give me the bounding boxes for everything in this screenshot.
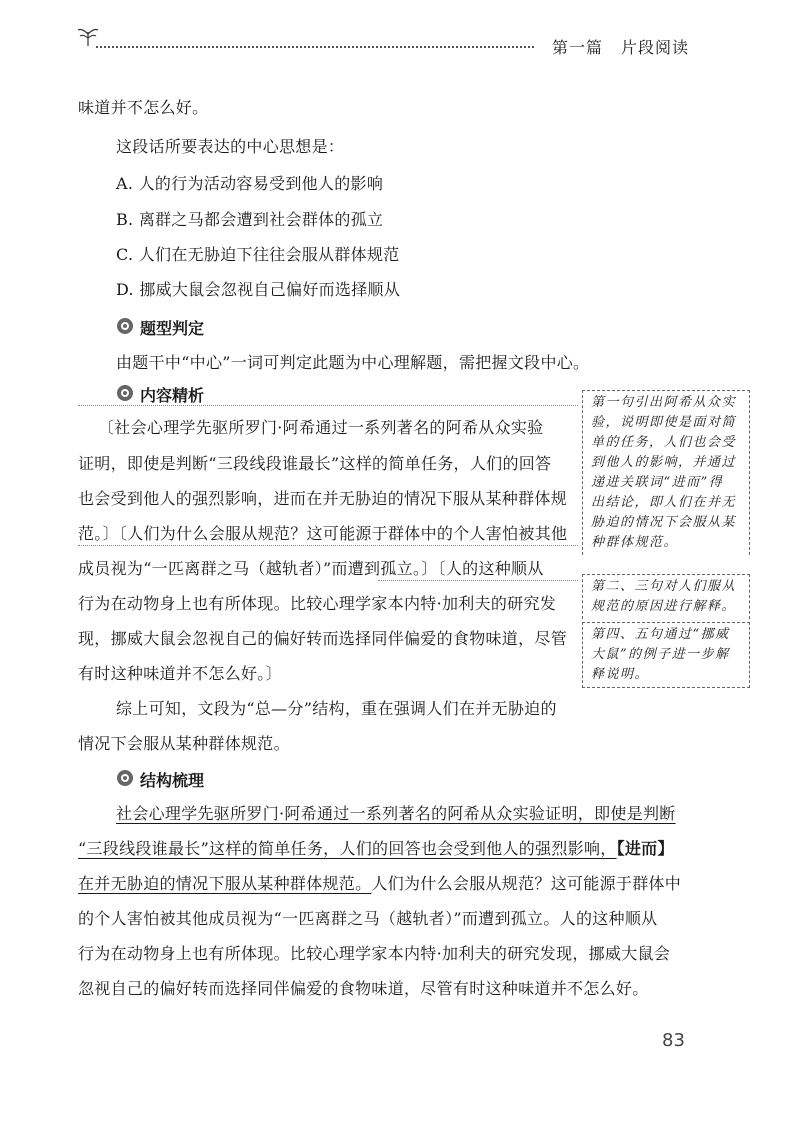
type-section-title: 题型判定 [140, 319, 205, 338]
leaf-ornament-icon [74, 24, 102, 48]
content-section-title: 内容精析 [140, 386, 205, 405]
note-line: 种群体规范。 [591, 535, 679, 550]
note-line: 到他人的影响，并通过 [591, 455, 737, 470]
note-line: 大鼠”的例子进一步解 [591, 647, 730, 662]
structure-section-title: 结构梳理 [140, 771, 205, 790]
question-prompt: 这段话所要表达的中心思想是： [116, 137, 345, 156]
content-line: 也会受到他人的强烈影响，进而在并无胁迫的情况下服从某种群体规 [78, 489, 568, 508]
note-line: 胁迫的情况下会服从某 [591, 515, 737, 530]
note-line: 出结论，即人们在并无 [591, 495, 737, 510]
summary-line: 综上可知，文段为“总—分”结构，重在强调人们在并无胁迫的 [116, 699, 557, 718]
content-line: 〔社会心理学先驱所罗门·阿希通过一系列著名的阿希从众实验 [98, 418, 544, 437]
note-line: 第一句引出阿希从众实 [591, 395, 737, 410]
structure-line: 社会心理学先驱所罗门·阿希通过一系列著名的阿希从众实验证明，即使是判断 [116, 804, 676, 823]
margin-note-2 [582, 574, 750, 619]
note-line: 释说明。 [591, 667, 650, 682]
passage-tail: 味道并不怎么好。 [78, 98, 209, 117]
note-line: 验，说明即使是面对简 [591, 415, 737, 430]
content-line: 成员视为“一匹离群之马（越轨者）”而遭到孤立。〕〔人的这种顺从 [78, 559, 544, 578]
note-line: 规范的原因进行解释。 [591, 599, 737, 614]
header-rule [96, 46, 534, 48]
margin-note-3 [582, 622, 750, 688]
content-line: 证明，即使是判断“三段线段谁最长”这样的简单任务，人们的回答 [78, 454, 552, 473]
annotation-connector [78, 405, 578, 406]
annotation-connector [378, 580, 578, 581]
note-line: 递进关联词“进而”得 [591, 475, 724, 490]
connective-highlight: 【进而】 [616, 839, 674, 858]
running-header [552, 35, 689, 58]
structure-line: 人们为什么会服从规范？这可能源于群体中 [371, 874, 682, 893]
section-label: 片段阅读 [621, 38, 690, 57]
note-line: 单的任务，人们也会受 [591, 435, 737, 450]
content-line: 现，挪威大鼠会忽视自己的偏好转而选择同伴偏爱的食物味道，尽管 [78, 629, 568, 648]
structure-line: “三段线段谁最长”这样的简单任务，人们的回答也会受到他人的强烈影响， [78, 839, 617, 858]
content-line: 行为在动物身上也有所体现。比较心理学家本内特·加利夫的研究发 [78, 594, 557, 613]
summary-line: 情况下会服从某种群体规范。 [78, 734, 290, 753]
structure-line: 的个人害怕被其他成员视为“一匹离群之马（越轨者）”而遭到孤立。人的这种顺从 [78, 909, 658, 928]
structure-line: 行为在动物身上也有所体现。比较心理学家本内特·加利夫的研究发现，挪威大鼠会 [78, 944, 671, 963]
option-b: B. 离群之马都会遭到社会群体的孤立 [116, 210, 384, 229]
note-line: 第二、三句对人们服从 [591, 579, 737, 594]
structure-line: 忽视自己的偏好转而选择同伴偏爱的食物味道，尽管有时这种味道并不怎么好。 [78, 979, 649, 998]
page-number: 83 [662, 1030, 685, 1051]
structure-line: 在并无胁迫的情况下服从某种群体规范。 [78, 874, 372, 893]
option-a: A. 人的行为活动容易受到他人的影响 [116, 174, 384, 193]
type-text: 由题干中“中心”一词可判定此题为中心理解题，需把握文段中心。 [116, 353, 590, 372]
option-c: C. 人们在无胁迫下往往会服从群体规范 [116, 245, 400, 264]
margin-note-1 [582, 390, 750, 555]
flower-badge-icon [116, 769, 134, 787]
flower-badge-icon [116, 384, 134, 402]
chapter-label: 第一篇 [552, 38, 604, 57]
option-d: D. 挪威大鼠会忽视自己偏好而选择顺从 [116, 280, 401, 299]
content-line: 有时这种味道并不怎么好。〕 [78, 664, 282, 683]
flower-badge-icon [116, 317, 134, 335]
content-line: 范。〕〔人们为什么会服从规范？这可能源于群体中的个人害怕被其他 [78, 524, 568, 543]
annotation-connector [78, 545, 578, 546]
note-line: 第四、五句通过“挪威 [591, 627, 730, 642]
